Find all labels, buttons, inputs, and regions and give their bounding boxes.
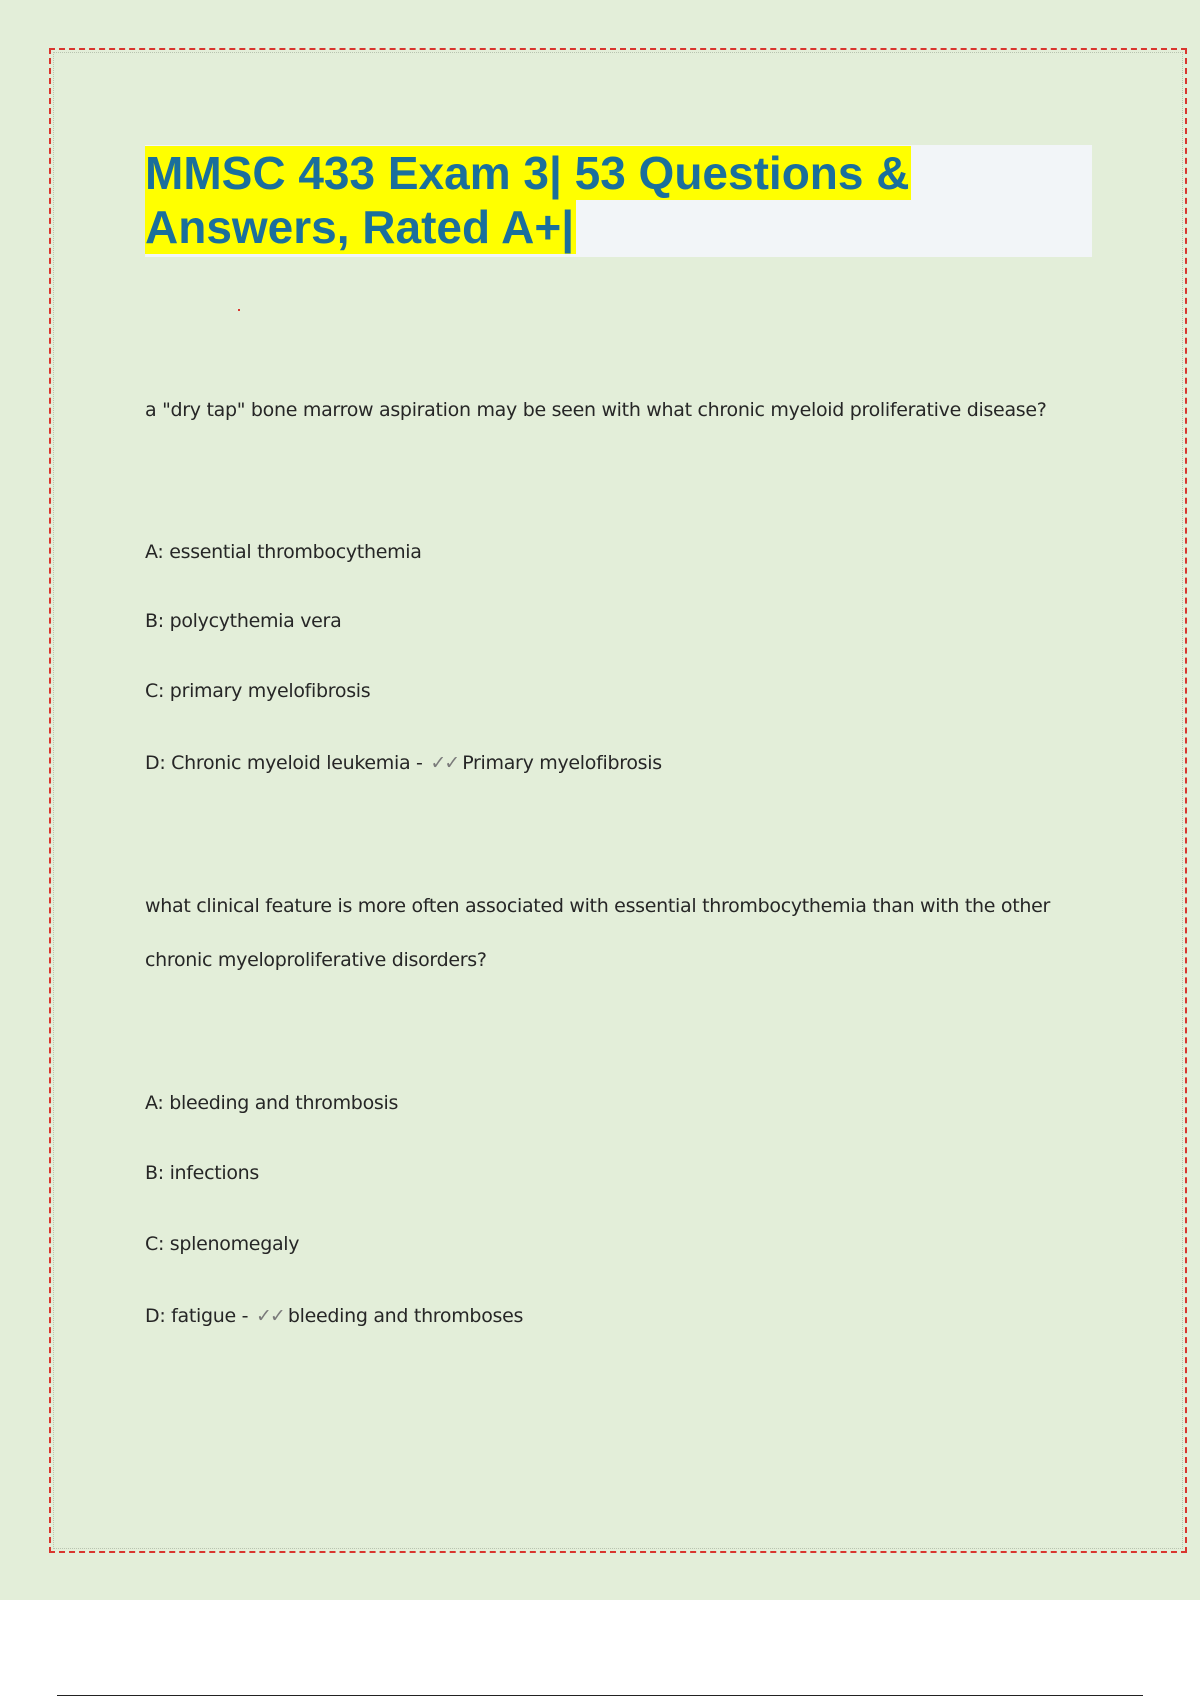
document-title-line-2: Answers, Rated A+| (145, 201, 575, 253)
document-title-line-1: MMSC 433 Exam 3| 53 Questions & (145, 147, 910, 199)
question-2-option-d-row (145, 1305, 523, 1327)
question-2-option-b: B: infections (145, 1162, 260, 1184)
double-check-icon: ✓✓ (430, 752, 459, 774)
question-1-option-d-row (145, 752, 662, 774)
question-2-answer: bleeding and thromboses (287, 1305, 524, 1327)
question-2-option-d: D: fatigue - (145, 1305, 249, 1327)
question-1-answer: Primary myelofibrosis (462, 752, 662, 774)
question-2-text-line-2: chronic myeloproliferative disorders? (145, 949, 487, 971)
question-1-option-d: D: Chronic myeloid leukemia - (145, 752, 423, 774)
question-2-option-c: C: splenomegaly (145, 1233, 300, 1255)
question-1-text: a "dry tap" bone marrow aspiration may be seen with what chronic myeloid proliferative disease? (145, 399, 1047, 421)
question-1-option-a: A: essential thrombocythemia (145, 541, 422, 563)
footer-divider (57, 1695, 1143, 1696)
double-check-icon: ✓✓ (255, 1305, 284, 1327)
question-2-option-a: A: bleeding and thrombosis (145, 1092, 399, 1114)
question-2-text-line-1: what clinical feature is more often associated with essential thrombocythemia than with the other (145, 895, 1051, 917)
red-dot-mark (238, 309, 240, 311)
question-1-option-c: C: primary myelofibrosis (145, 680, 371, 702)
question-1-option-b: B: polycythemia vera (145, 610, 342, 632)
